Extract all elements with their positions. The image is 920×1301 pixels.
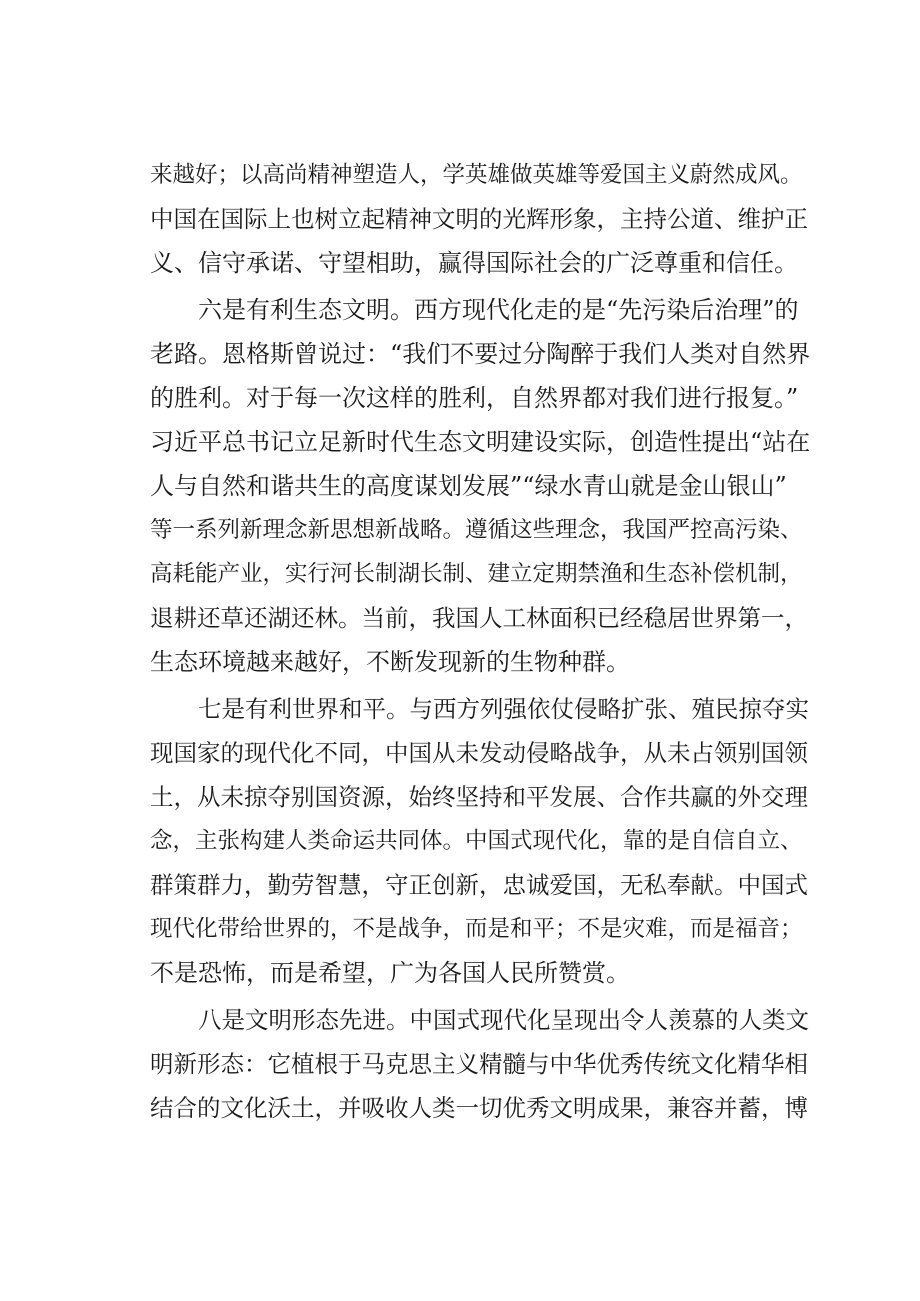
text-line: 义、信守承诺、守望相助，赢得国际社会的广泛尊重和信任。: [150, 249, 798, 277]
paragraph-start-line: 八是文明形态先进。中国式现代化呈现出令人羡慕的人类文: [198, 1006, 809, 1034]
text-line: 土，从未掠夺别国资源，始终坚持和平发展、合作共赢的外交理: [150, 783, 808, 811]
text-line: 念，主张构建人类命运共同体。中国式现代化，靠的是自信自立、: [150, 828, 803, 854]
text-line: 群策群力，勤劳智慧，守正创新，忠诚爱国，无私奉献。中国式: [150, 871, 808, 899]
text-line: 习近平总书记立足新时代生态文明建设实际，创造性提出“站在: [150, 428, 811, 456]
paragraph-start-line: 七是有利世界和平。与西方列强依仗侵略扩张、殖民掠夺实: [198, 695, 809, 723]
text-line: 等一系列新理念新思想新战略。遵循这些理念，我国严控高污染、: [150, 517, 803, 543]
text-line: 人与自然和谐共生的高度谋划发展”“绿水青山就是金山银山”: [150, 472, 787, 500]
text-line: 高耗能产业，实行河长制湖长制、建立定期禁渔和生态补偿机制，: [150, 561, 803, 587]
text-line: 不是恐怖，而是希望，广为各国人民所赞赏。: [150, 959, 630, 987]
text-line: 生态环境越来越好，不断发现新的生物种群。: [150, 648, 630, 676]
text-line: 现国家的现代化不同，中国从未发动侵略战争，从未占领别国领: [150, 739, 808, 767]
text-line: 明新形态：它植根于马克思主义精髓与中华优秀传统文化精华相: [150, 1050, 808, 1078]
text-line: 中国在国际上也树立起精神文明的光辉形象，主持公道、维护正: [150, 205, 808, 233]
text-line: 退耕还草还湖还林。当前，我国人工林面积已经稳居世界第一，: [150, 604, 808, 632]
text-line: 老路。恩格斯曾说过：“我们不要过分陶醉于我们人类对自然界: [150, 340, 811, 368]
paragraph-start-line: 六是有利生态文明。西方现代化走的是“先污染后治理”的: [198, 296, 799, 324]
text-line: 现代化带给世界的，不是战争，而是和平；不是灾难，而是福音；: [150, 916, 803, 942]
text-line: 结合的文化沃土，并吸收人类一切优秀文明成果，兼容并蓄，博: [150, 1094, 808, 1122]
text-line: 的胜利。对于每一次这样的胜利，自然界都对我们进行报复。”: [150, 384, 799, 412]
text-line: 来越好；以高尚精神塑造人，学英雄做英雄等爱国主义蔚然成风。: [150, 162, 803, 188]
